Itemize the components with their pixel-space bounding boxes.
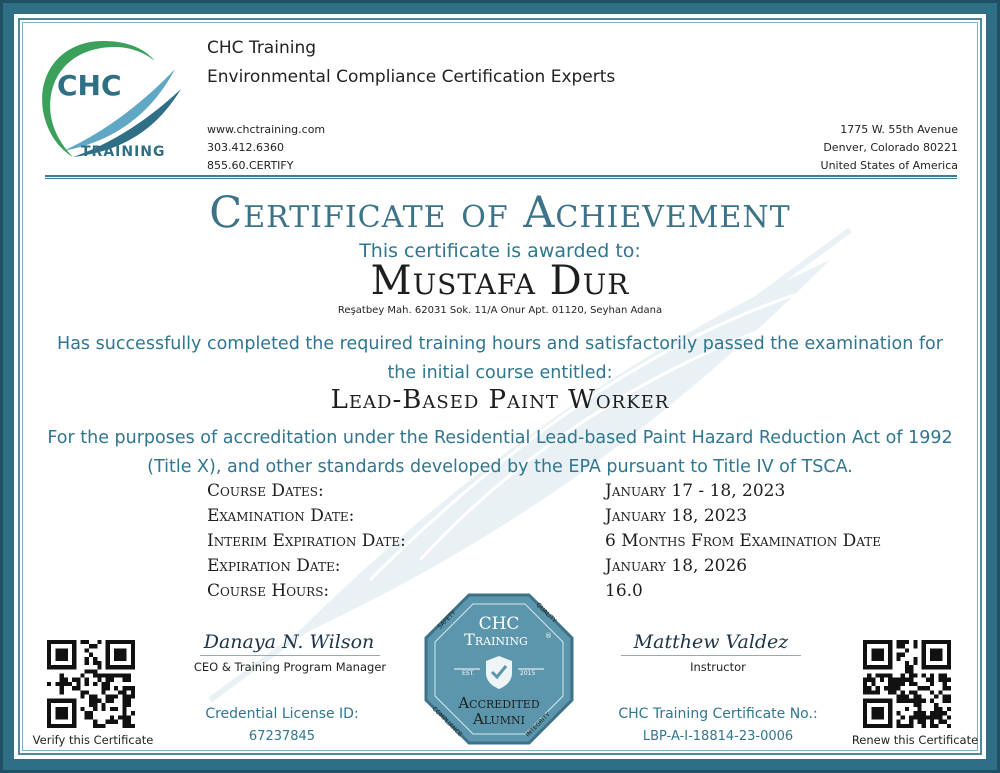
phone-text: 303.412.6360: [207, 141, 284, 154]
credential-license-label: Credential License ID:: [205, 706, 359, 722]
tollfree-text: 855.60.CERTIFY: [207, 159, 294, 172]
detail-label: Course Dates:: [207, 481, 324, 501]
course-details: [207, 481, 967, 606]
signature-line-left: [200, 655, 380, 656]
seal-year: 2015: [520, 670, 536, 677]
signature-right: Matthew Valdez: [633, 631, 789, 653]
seal-quality: QUALITY: [534, 601, 558, 625]
certificate-title: Certificate of Achievement: [209, 188, 791, 238]
seal-training: Training: [464, 630, 528, 649]
seal-est: EST.: [462, 670, 475, 677]
detail-value: January 18, 2026: [605, 556, 748, 576]
completion-statement: Has successfully completed the required training hours and satisfactorily passed the examination for the initial course entitled:: [57, 334, 943, 383]
org-tagline: Environmental Compliance Certification Experts: [207, 67, 616, 87]
verify-certificate-label[interactable]: Verify this Certificate: [32, 733, 154, 747]
city-address: Denver, Colorado 80221: [823, 141, 958, 154]
detail-value: January 18, 2023: [605, 506, 748, 526]
renew-qr-code[interactable]: [863, 640, 951, 728]
country-address: United States of America: [820, 159, 958, 172]
awarded-text: This certificate is awarded to:: [359, 240, 641, 262]
course-title: Lead-Based Paint Worker: [330, 385, 670, 415]
website-text: www.chctraining.com: [207, 123, 326, 136]
certificate-number: LBP-A-I-18814-23-0006: [642, 729, 794, 744]
detail-value: January 17 - 18, 2023: [605, 481, 786, 501]
seal-accredited: Accredited: [458, 694, 540, 712]
contact-info-right: [821, 121, 958, 175]
detail-row-course-dates: [207, 481, 967, 506]
detail-label: Expiration Date:: [207, 556, 341, 576]
detail-label: Interim Expiration Date:: [207, 531, 406, 551]
detail-row-examination-date: [207, 506, 967, 531]
seal-integrity: INTEGRITY: [524, 711, 552, 739]
renew-certificate-label[interactable]: Renew this Certificate: [851, 733, 979, 747]
logo-abbr: CHC: [57, 69, 122, 102]
signer-role-right: Instructor: [690, 660, 746, 674]
credential-license-id: 67237845: [248, 729, 316, 744]
detail-label: Examination Date:: [207, 506, 355, 526]
logo-word: TRAINING: [81, 144, 166, 160]
header-divider: [45, 175, 957, 179]
detail-row-interim-expiration: [207, 531, 967, 556]
accredited-alumni-seal: [424, 593, 574, 745]
org-name: CHC Training: [207, 38, 317, 58]
seal-chc: CHC: [478, 614, 520, 634]
seal-safety: SAFETY: [436, 609, 458, 631]
recipient-name: Mustafa Dur: [370, 258, 630, 304]
seal-alumni: Alumni: [472, 710, 526, 728]
detail-value: 6 Months From Examination Date: [605, 531, 882, 551]
verify-qr-code[interactable]: [47, 640, 135, 728]
street-address: 1775 W. 55th Avenue: [840, 123, 958, 136]
signer-role-left: CEO & Training Program Manager: [193, 660, 387, 674]
certificate-number-label: CHC Training Certificate No.:: [618, 706, 818, 722]
detail-value: 16.0: [605, 581, 643, 601]
detail-row-course-hours: [207, 581, 967, 606]
seal-registered: ®: [545, 632, 552, 640]
detail-row-expiration-date: [207, 556, 967, 581]
signature-line-right: [621, 655, 801, 656]
recipient-address: Reşatbey Mah. 62031 Sok. 11/A Onur Apt. 01120, Seyhan Adana: [337, 305, 663, 316]
seal-compliance: COMPLIANCE: [430, 705, 464, 739]
chc-training-logo: [33, 33, 193, 163]
accreditation-statement: For the purposes of accreditation under the Residential Lead-based Paint Hazard Reduction Act of 1992 (Title X), and other standards developed by the EPA pursuant to Title IV of TSCA.: [47, 428, 953, 477]
signature-left: Danaya N. Wilson: [203, 631, 375, 653]
contact-info-left: [207, 121, 325, 175]
detail-label: Course Hours:: [207, 581, 330, 601]
